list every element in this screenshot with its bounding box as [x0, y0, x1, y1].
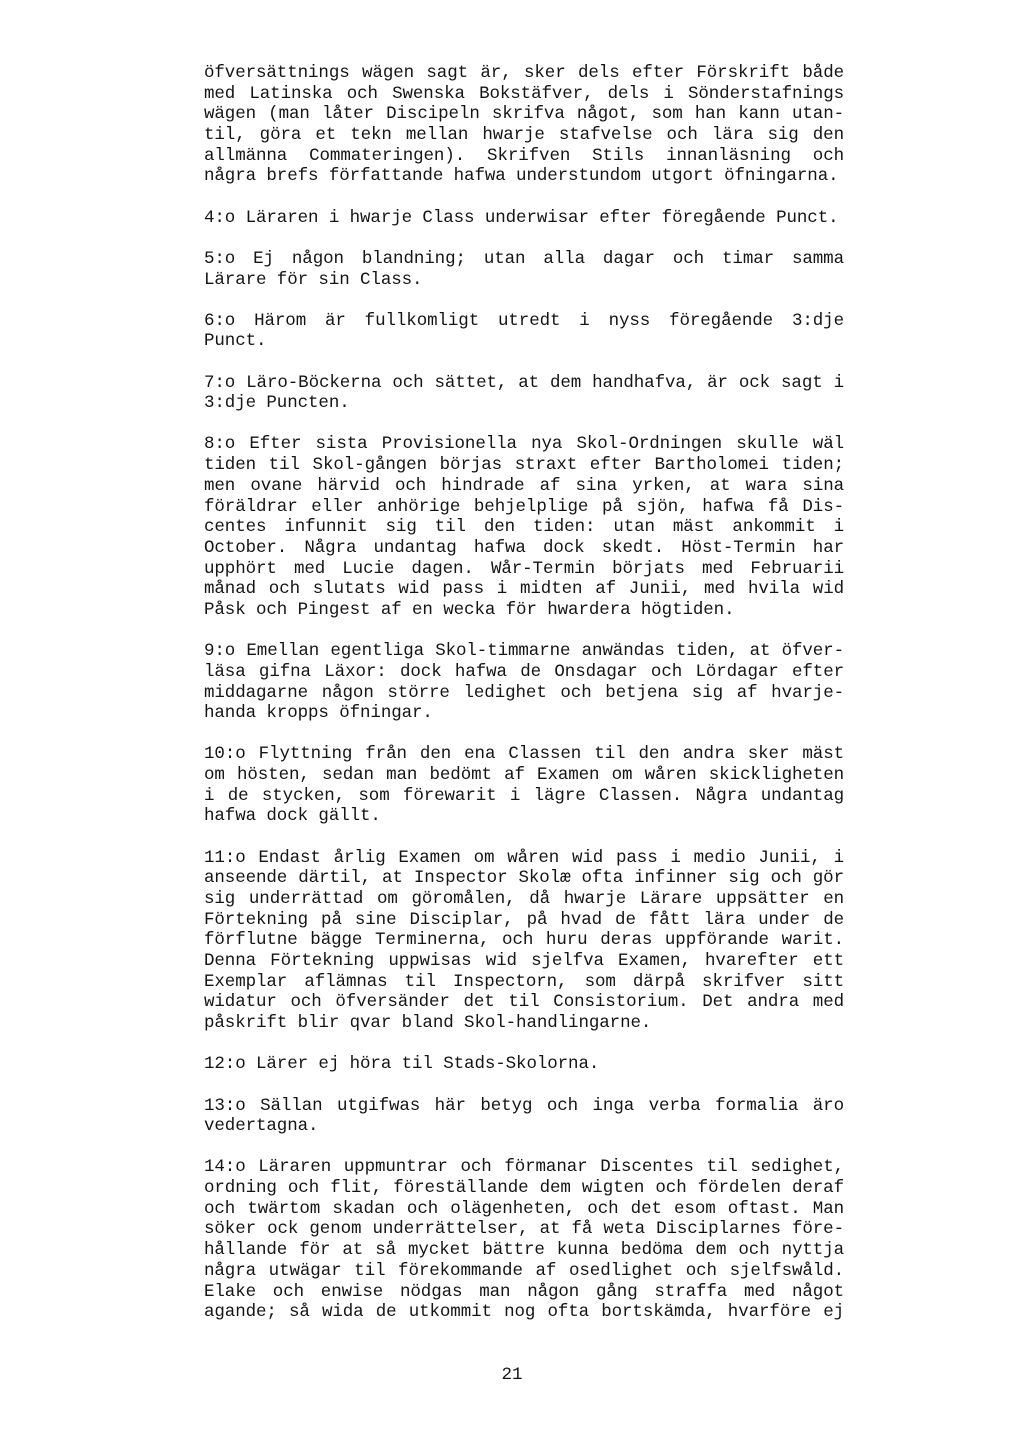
- text-line: Påsk och Pingest af en wecka för hwardera högtiden.: [204, 599, 735, 620]
- text-line: 5:o Ej någon blandning; utan alla dagar och timar samma: [204, 248, 844, 269]
- text-line: och twärtom skadan och olägenheten, och det esom oftast. Man: [204, 1198, 844, 1219]
- text-line: 10:o Flyttning från den ena Classen til den andra sker mäst: [204, 744, 844, 765]
- text-line: vedertagna.: [204, 1116, 319, 1137]
- text-line: söker ock genom underrättelser, at få weta Disciplarnes före-: [204, 1219, 844, 1240]
- paragraph: [204, 208, 844, 229]
- text-line: sig underrättad om göromålen, då hwarje Lärare uppsätter en: [204, 889, 844, 909]
- text-line: öfversättnings wägen sagt är, sker dels efter Förskrift både: [204, 63, 844, 83]
- text-line: om hösten, sedan man bedömt af Examen om wåren skickligheten: [204, 765, 844, 786]
- text-line: hafwa dock gällt.: [204, 806, 381, 827]
- text-line: hållande för at så mycket bättre kunna bedöma dem och nyttja: [204, 1240, 844, 1261]
- text-line: 6:o Härom är fullkomligt utredt i nyss föregående 3:dje: [204, 310, 844, 331]
- text-line: i de stycken, som förewarit i lägre Classen. Några undantag: [204, 785, 844, 806]
- text-line: agande; så wida de utkommit nog ofta bortskämda, hvarföre ej: [204, 1302, 844, 1323]
- text-line: 9:o Emellan egentliga Skol-timmarne anwändas tiden, at öfver-: [204, 641, 844, 662]
- text-line: 3:dje Puncten.: [204, 393, 350, 414]
- paragraph: [204, 1054, 844, 1075]
- text-line: widatur och öfversänder det til Consistorium. Det andra med: [204, 992, 844, 1013]
- text-line: middagarne någon större ledighet och betjena sig af hvarje-: [204, 682, 844, 703]
- text-line: läsa gifna Läxor: dock hafwa de Onsdagar och Lördagar efter: [204, 661, 844, 682]
- text-line: 4:o Läraren i hwarje Class underwisar efter föregående Punct.: [204, 207, 839, 228]
- text-line: tiden til Skol-gången börjas straxt efter Bartholomei tiden;: [204, 455, 844, 476]
- paragraph: [204, 744, 844, 827]
- text-line: 14:o Läraren uppmuntrar och förmanar Discentes til sedighet,: [204, 1157, 844, 1178]
- paragraph: [204, 311, 844, 352]
- text-line: handa kropps öfningar.: [204, 703, 433, 724]
- text-line: men ovane härvid och hindrade af sina yrken, at wara sina: [204, 475, 844, 496]
- paragraph: [204, 249, 844, 290]
- text-line: några utwägar til förekommande af osedlighet och sjelfswåld.: [204, 1260, 844, 1281]
- paragraph: [204, 434, 844, 620]
- paragraph: [204, 373, 844, 414]
- text-line: wägen (man låter Discipeln skrifva något, som han kann utan-: [204, 104, 844, 125]
- text-line: 13:o Sällan utgifwas här betyg och inga verba formalia äro: [204, 1095, 844, 1116]
- paragraph: [204, 1157, 844, 1323]
- text-line: Punct.: [204, 331, 267, 352]
- text-line: allmänna Commateringen). Skrifven Stils innanläsning och: [204, 145, 844, 166]
- paragraph: [204, 641, 844, 724]
- text-line: 8:o Efter sista Provisionella nya Skol-Ordningen skulle wäl: [204, 434, 844, 455]
- text-line: några brefs författande hafwa understundom utgort öfningarna.: [204, 166, 839, 187]
- text-line: 7:o Läro-Böckerna och sättet, at dem handhafva, är ock sagt i: [204, 372, 844, 393]
- text-line: påskrift blir qvar bland Skol-handlingarne.: [204, 1013, 652, 1034]
- text-line: 12:o Lärer ej höra til Stads-Skolorna.: [204, 1054, 600, 1075]
- page-number: 21: [501, 1365, 523, 1385]
- text-line: Exemplar aflämnas til Inspectorn, som därpå skrifver sitt: [204, 971, 844, 992]
- paragraph: [204, 1096, 844, 1137]
- text-line: föräldrar eller anhörige behjelplige på sjön, hafwa få Dis-: [204, 496, 844, 517]
- text-line: anseende därtil, at Inspector Skolæ ofta infinner sig och gör: [204, 868, 844, 889]
- paragraph: [204, 63, 844, 187]
- text-line: til, göra et tekn mellan hwarje stafvelse och lära sig den: [204, 125, 844, 146]
- text-line: centes infunnit sig til den tiden: utan mäst ankommit i: [204, 517, 844, 538]
- text-line: med Latinska och Swenska Bokstäfver, dels i Sönderstafnings: [204, 83, 844, 104]
- text-line: upphört med Lucie dagen. Wår-Termin börjats med Februarii: [204, 558, 844, 579]
- text-line: October. Några undantag hafwa dock skedt. Höst-Termin har: [204, 537, 844, 558]
- text-line: Denna Förtekning uppwisas wid sjelfva Examen, hvarefter ett: [204, 951, 844, 972]
- paragraph: [204, 848, 844, 1034]
- page-body: [204, 63, 844, 1343]
- text-line: ordning och flit, föreställande dem wigten och fördelen deraf: [204, 1178, 844, 1199]
- text-line: månad och slutats wid pass i midten af Junii, med hvila wid: [204, 579, 844, 600]
- text-line: förflutne bägge Terminerna, och huru deras uppförande warit.: [204, 930, 844, 951]
- text-line: Förtekning på sine Disciplar, på hvad de fått lära under de: [204, 909, 844, 930]
- text-line: Lärare för sin Class.: [204, 269, 423, 290]
- text-line: 11:o Endast årlig Examen om wåren wid pass i medio Junii, i: [204, 847, 844, 868]
- text-line: Elake och enwise nödgas man någon gång straffa med något: [204, 1281, 844, 1302]
